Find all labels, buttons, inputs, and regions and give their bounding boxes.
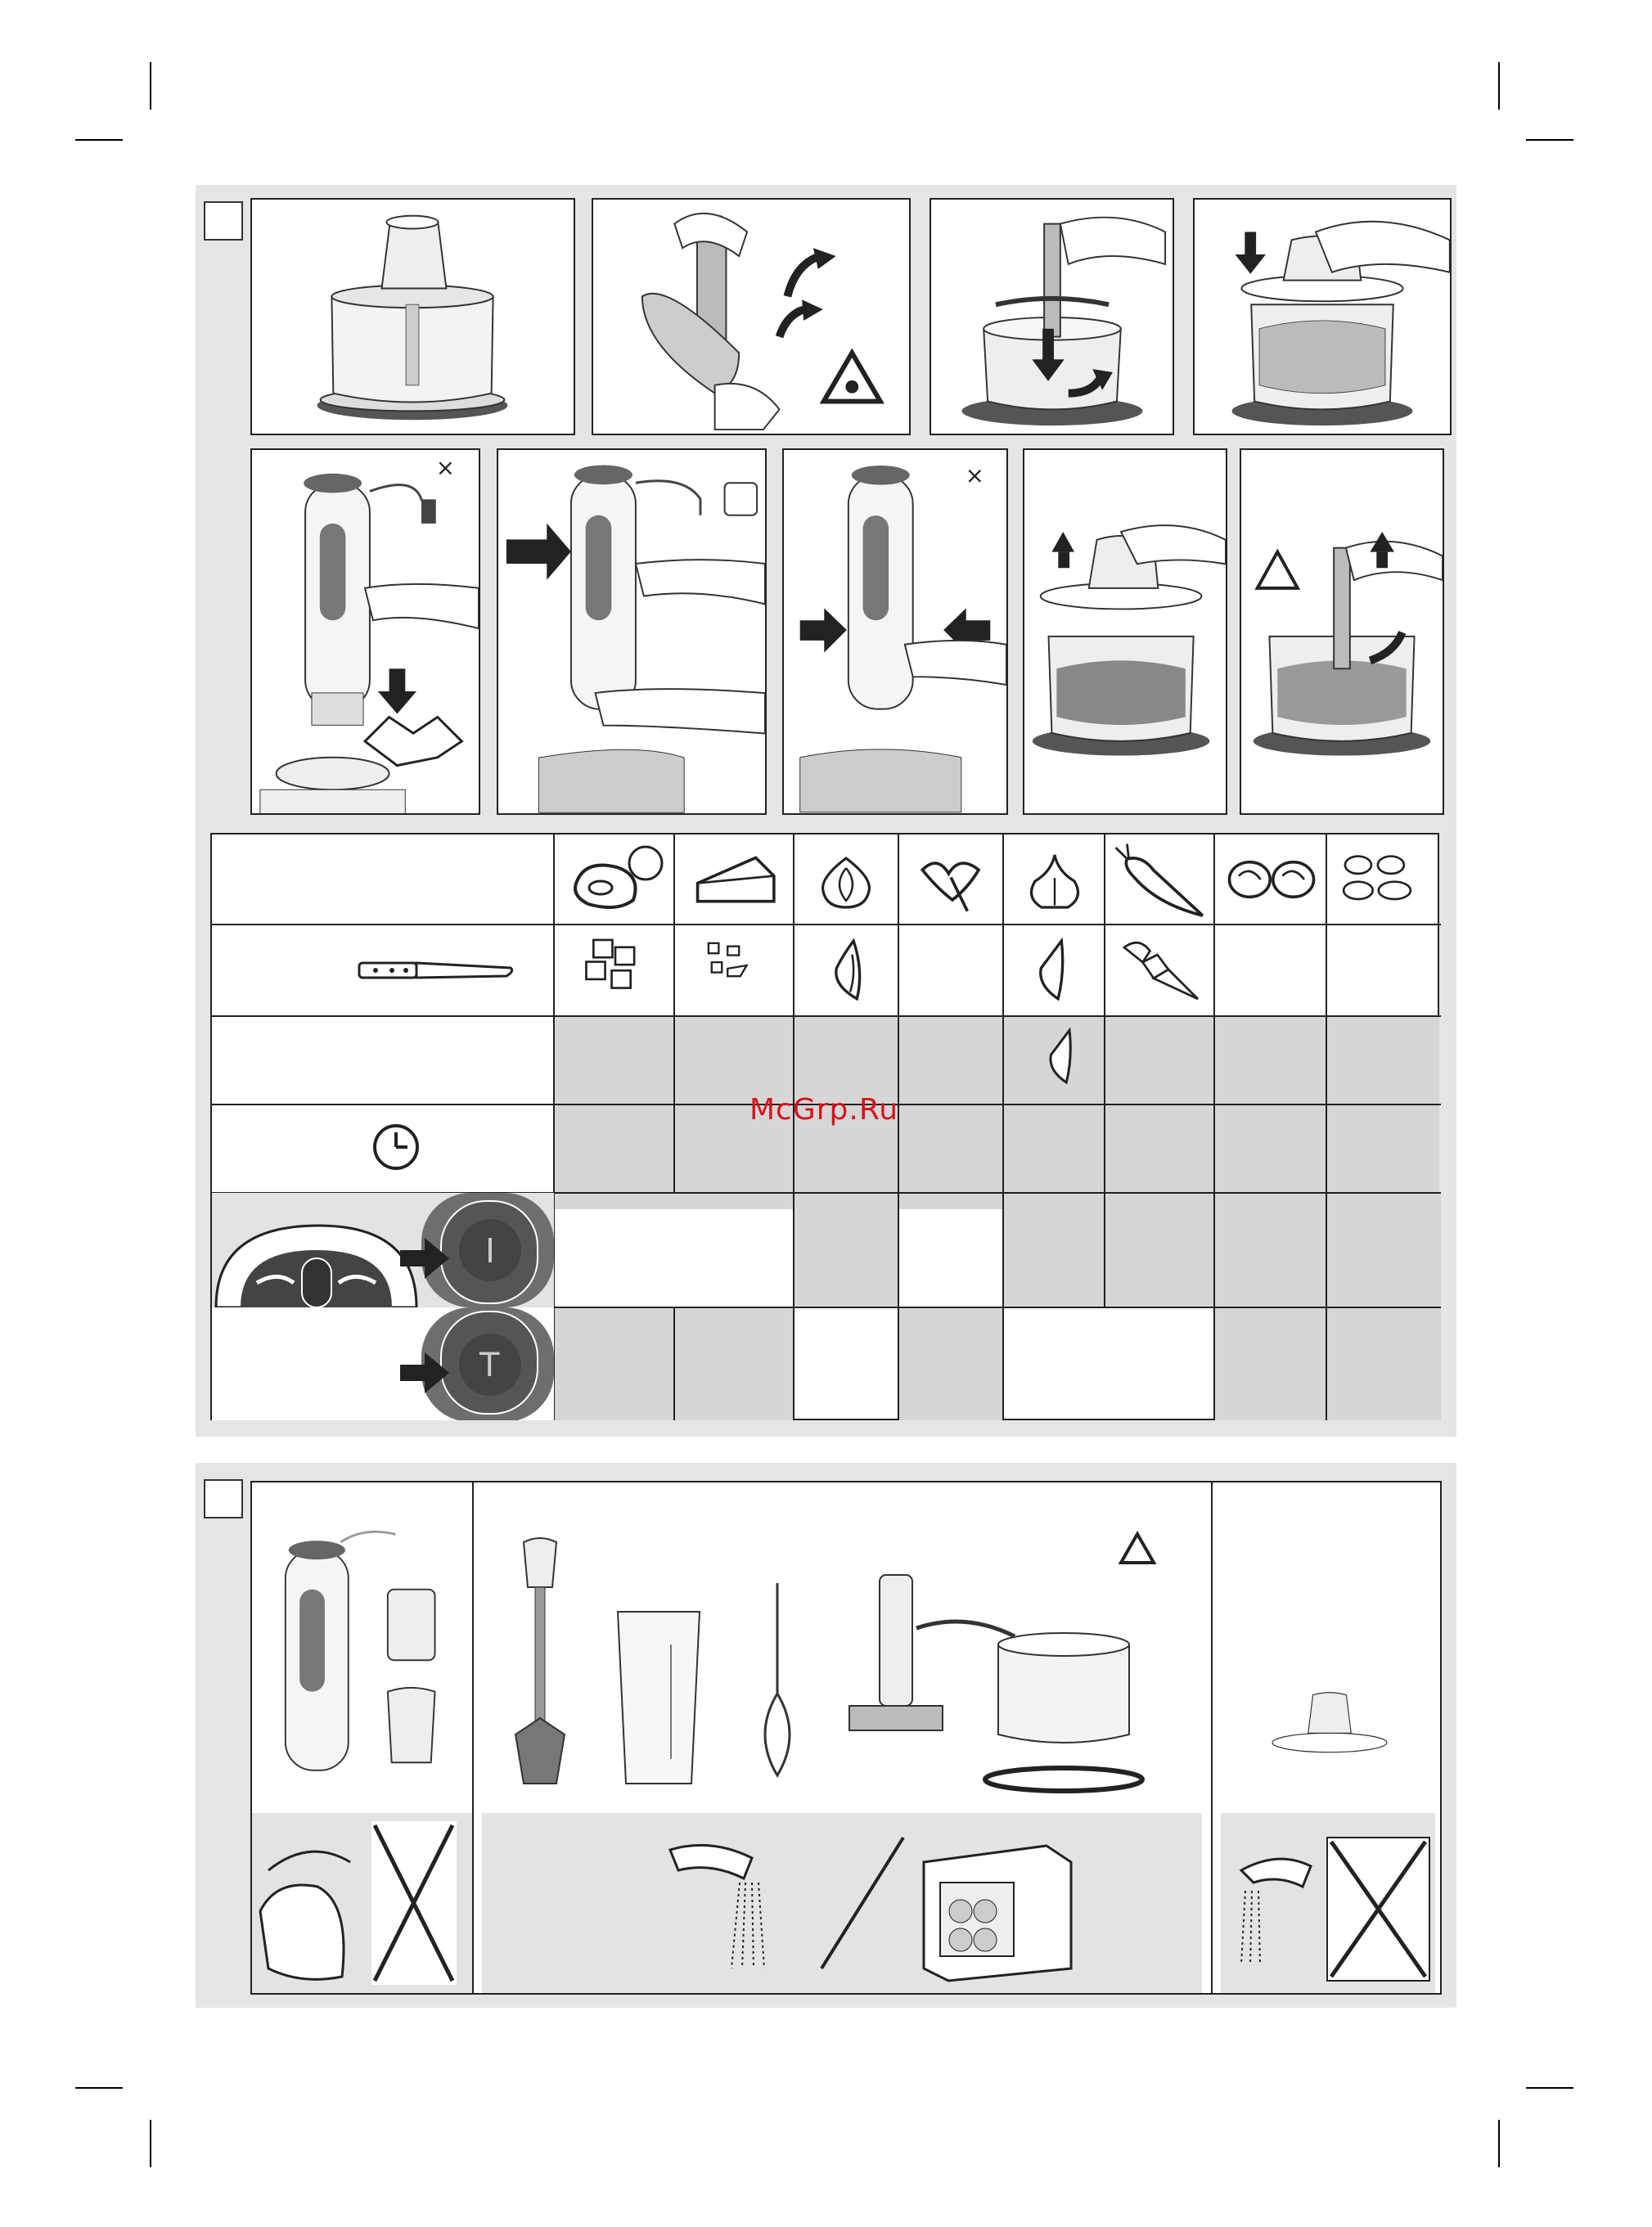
svg-text:×: × [435, 453, 455, 481]
walnut-icon [1222, 847, 1321, 912]
section-a-label-box [204, 201, 243, 241]
step-remove-blade-after [1240, 448, 1444, 815]
crop-mark [1498, 62, 1500, 110]
herbs-icon [907, 844, 997, 918]
knife-icon [355, 953, 519, 986]
wash-panel [482, 1813, 1202, 1993]
watermark: McGrp.Ru [749, 1093, 899, 1127]
step-remove-blade [592, 198, 911, 435]
meat-icon [568, 843, 666, 916]
step-remove-lid [1023, 448, 1227, 815]
step-attach-motor [250, 448, 480, 815]
divider [1211, 1481, 1213, 1995]
crop-mark [150, 2120, 151, 2167]
garlic-clove-icon [1045, 1025, 1082, 1091]
step-release-motor [782, 448, 1008, 815]
svg-text:×: × [965, 461, 984, 489]
wipe-clean-panel [252, 1813, 472, 1993]
attachments-icon [491, 1489, 1211, 1816]
lid-part-icon [1227, 1685, 1432, 1800]
meat-cubes-icon [578, 933, 652, 998]
cheese-cubes-icon [701, 937, 767, 994]
divider [472, 1481, 474, 1995]
step-fill-and-lid [1193, 198, 1452, 435]
carrot-icon [1112, 843, 1210, 920]
section-b-label-box [204, 1479, 243, 1518]
garlic-clove-icon [1034, 937, 1075, 1006]
crop-mark [1526, 139, 1573, 141]
garlic-icon [1022, 844, 1087, 918]
crop-mark [1498, 2120, 1500, 2167]
crop-mark [75, 2087, 123, 2089]
clock-icon [371, 1122, 421, 1172]
motor-part-icon [262, 1489, 466, 1800]
step-chopper-assembled [250, 198, 575, 435]
almond-icon [1335, 847, 1433, 912]
turbo-control-cell [212, 1307, 554, 1420]
turbo-button-icon [212, 1307, 554, 1420]
lid-clean-panel [1221, 1813, 1435, 1993]
speed-dial-icon [212, 1193, 554, 1307]
onion-icon [813, 844, 879, 918]
svg-text:T: T [479, 1347, 500, 1384]
cheese-icon [685, 847, 783, 912]
speed-control-cell [212, 1193, 554, 1307]
crop-mark [1526, 2087, 1573, 2089]
crop-mark [150, 62, 151, 110]
step-plug-in [497, 448, 767, 815]
step-insert-blade [930, 198, 1174, 435]
carrot-pieces-icon [1116, 933, 1206, 1006]
crop-mark [75, 139, 123, 141]
onion-quarter-icon [830, 937, 871, 1006]
